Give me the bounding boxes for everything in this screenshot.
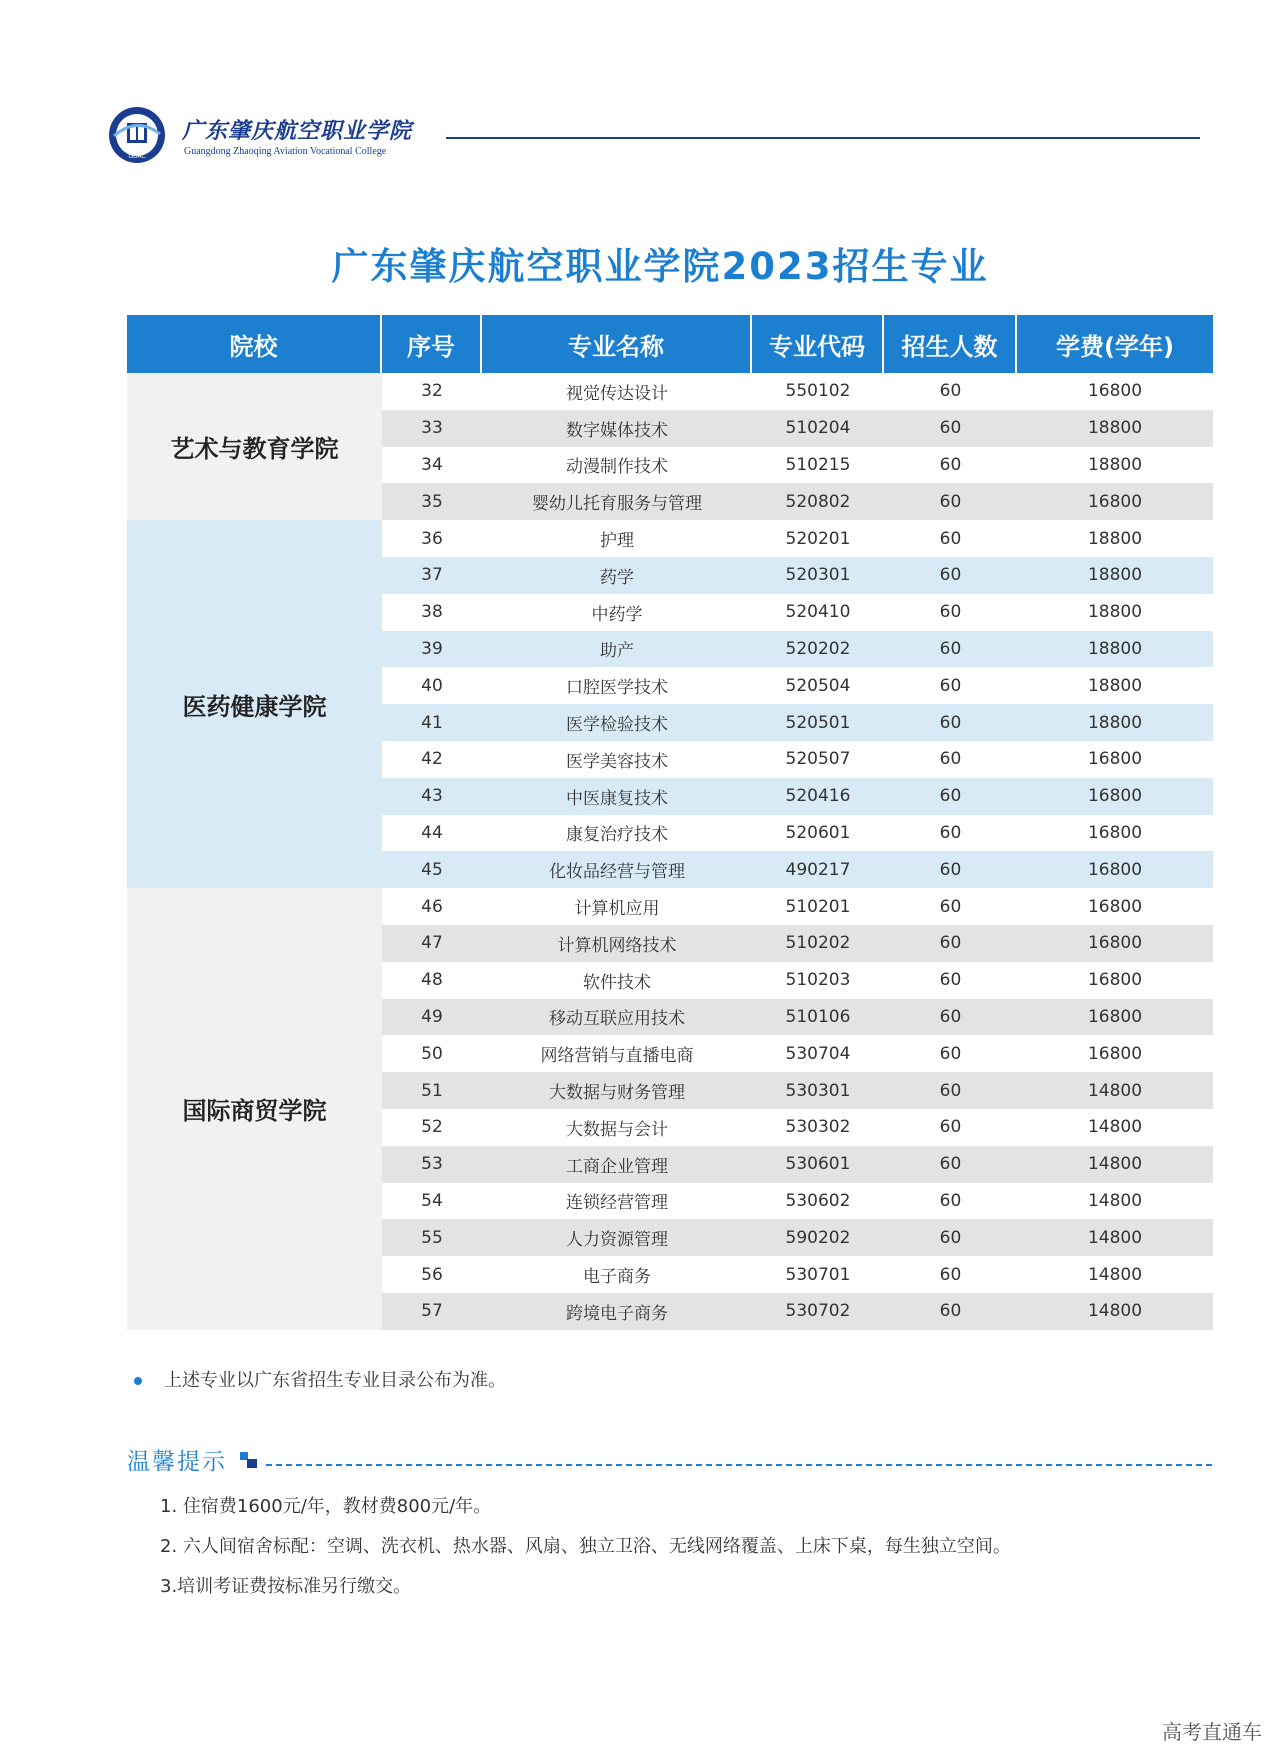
school-group [127, 373, 1213, 520]
row-major-code: 520504 [785, 675, 851, 696]
table-row [382, 667, 1213, 704]
row-major-code: 520501 [785, 712, 851, 733]
row-enrollment: 60 [939, 675, 962, 696]
row-tuition: 16800 [1087, 786, 1143, 807]
college-logo-icon [108, 106, 166, 164]
table-row [382, 373, 1213, 410]
header-enrollment: 招生人数 [884, 315, 1017, 373]
row-enrollment: 60 [939, 454, 962, 475]
row-seq: 53 [421, 1154, 443, 1175]
row-enrollment: 60 [939, 418, 962, 439]
row-enrollment: 60 [939, 712, 962, 733]
watermark: 高考直通车 [1162, 1720, 1262, 1744]
header-tuition: 学费(学年) [1056, 332, 1174, 361]
brand-name-en: Guangdong Zhaoqing Aviation Vocational College [184, 146, 387, 157]
table-row [382, 1219, 1213, 1256]
row-tuition: 14800 [1087, 1080, 1143, 1101]
row-major-code: 510203 [785, 970, 851, 991]
row-seq: 51 [421, 1080, 443, 1101]
row-major-name: 软件技术 [583, 972, 651, 993]
row-major-name: 计算机应用 [574, 899, 660, 920]
row-enrollment: 60 [939, 491, 962, 512]
logo-text: GDAC [128, 153, 146, 160]
table-row [382, 1293, 1213, 1330]
row-major-name: 计算机网络技术 [557, 935, 677, 956]
row-tuition: 16800 [1087, 381, 1143, 402]
row-seq: 55 [421, 1227, 443, 1248]
row-enrollment: 60 [939, 565, 962, 586]
row-seq: 46 [421, 896, 443, 917]
row-tuition: 16800 [1087, 822, 1143, 843]
row-tuition: 14800 [1087, 1117, 1143, 1138]
row-major-code: 520202 [785, 638, 851, 659]
note [134, 1366, 506, 1392]
row-major-name: 数字媒体技术 [566, 420, 668, 441]
row-tuition: 14800 [1087, 1227, 1143, 1248]
row-enrollment: 60 [939, 822, 962, 843]
row-major-name: 医学美容技术 [566, 751, 668, 772]
table-row [382, 631, 1213, 668]
row-major-code: 490217 [785, 859, 851, 880]
row-enrollment: 60 [939, 1117, 962, 1138]
table-row [382, 520, 1213, 557]
school-name: 医药健康学院 [127, 520, 382, 888]
tip-item: 2. 六人间宿舍标配：空调、洗衣机、热水器、风扇、独立卫浴、无线网络覆盖、上床下桌，每生独立空间。 [160, 1536, 1011, 1557]
row-enrollment: 60 [939, 970, 962, 991]
table-row [382, 447, 1213, 484]
table-row [382, 815, 1213, 852]
row-major-code: 510215 [785, 454, 851, 475]
row-seq: 41 [421, 712, 443, 733]
row-enrollment: 60 [939, 1264, 962, 1285]
row-major-name: 动漫制作技术 [566, 457, 668, 478]
table-row [382, 888, 1213, 925]
row-tuition: 18800 [1087, 675, 1143, 696]
row-seq: 54 [421, 1190, 443, 1211]
row-enrollment: 60 [939, 1080, 962, 1101]
row-major-code: 510106 [785, 1006, 851, 1027]
row-major-name: 药学 [600, 567, 634, 588]
row-tuition: 14800 [1087, 1154, 1143, 1175]
row-enrollment: 60 [939, 1190, 962, 1211]
row-major-code: 510201 [785, 896, 851, 917]
row-enrollment: 60 [939, 896, 962, 917]
row-tuition: 18800 [1087, 602, 1143, 623]
row-major-code: 520416 [785, 786, 851, 807]
tips-dashed-divider [266, 1464, 1212, 1466]
tip-item: 1. 住宿费1600元/年，教材费800元/年。 [160, 1496, 492, 1517]
table-row [382, 1035, 1213, 1072]
row-tuition: 18800 [1087, 528, 1143, 549]
row-major-code: 530601 [785, 1154, 851, 1175]
row-tuition: 18800 [1087, 565, 1143, 586]
row-major-name: 电子商务 [583, 1267, 651, 1288]
row-tuition: 14800 [1087, 1264, 1143, 1285]
row-major-code: 530301 [785, 1080, 851, 1101]
table-row [382, 483, 1213, 520]
header-school: 院校 [127, 315, 382, 373]
row-major-name: 人力资源管理 [566, 1230, 668, 1251]
row-tuition: 14800 [1087, 1190, 1143, 1211]
row-seq: 43 [421, 786, 443, 807]
table-row [382, 1109, 1213, 1146]
table-row [382, 704, 1213, 741]
row-enrollment: 60 [939, 1301, 962, 1322]
table-row [382, 741, 1213, 778]
row-major-code: 520507 [785, 749, 851, 770]
row-major-code: 520410 [785, 602, 851, 623]
header-major-code: 专业代码 [752, 315, 884, 373]
table-row [382, 1183, 1213, 1220]
row-seq: 49 [421, 1006, 443, 1027]
row-major-name: 中药学 [591, 604, 643, 625]
school-group [127, 520, 1213, 888]
row-major-name: 中医康复技术 [566, 788, 668, 809]
header-seq: 序号 [382, 315, 482, 373]
header-major-name: 专业名称 [482, 315, 752, 373]
row-major-name: 医学检验技术 [566, 715, 668, 736]
row-seq: 38 [421, 602, 443, 623]
header-divider [446, 137, 1200, 139]
row-seq: 32 [421, 381, 443, 402]
table-row [382, 999, 1213, 1036]
tips-square-icon [240, 1452, 258, 1468]
row-tuition: 16800 [1087, 896, 1143, 917]
row-major-name: 工商企业管理 [566, 1156, 668, 1177]
tips-heading: 温馨提示 [127, 1449, 227, 1475]
table-row [382, 1256, 1213, 1293]
row-seq: 34 [421, 454, 443, 475]
row-enrollment: 60 [939, 933, 962, 954]
row-major-code: 520201 [785, 528, 851, 549]
row-seq: 47 [421, 933, 443, 954]
row-tuition: 18800 [1087, 454, 1143, 475]
row-major-name: 护理 [600, 531, 634, 552]
row-major-name: 视觉传达设计 [566, 383, 668, 404]
brand-name-cn: 广东肇庆航空职业学院 [182, 118, 413, 144]
row-enrollment: 60 [939, 859, 962, 880]
row-major-name: 网络营销与直播电商 [540, 1046, 694, 1067]
row-tuition: 18800 [1087, 712, 1143, 733]
row-major-code: 520802 [785, 491, 851, 512]
majors-table [127, 315, 1213, 1330]
school-name: 国际商贸学院 [127, 888, 382, 1330]
row-major-name: 口腔医学技术 [566, 678, 668, 699]
table-header [127, 315, 1213, 373]
row-major-code: 530701 [785, 1264, 851, 1285]
table-row [382, 851, 1213, 888]
row-tuition: 18800 [1087, 638, 1143, 659]
row-seq: 33 [421, 418, 443, 439]
table-row [382, 410, 1213, 447]
row-major-name: 大数据与会计 [566, 1119, 668, 1140]
row-major-name: 连锁经营管理 [566, 1193, 668, 1214]
row-major-code: 530702 [785, 1301, 851, 1322]
row-major-code: 510202 [785, 933, 851, 954]
row-enrollment: 60 [939, 638, 962, 659]
table-row [382, 1146, 1213, 1183]
row-major-name: 康复治疗技术 [566, 825, 668, 846]
row-tuition: 16800 [1087, 933, 1143, 954]
row-major-code: 530302 [785, 1117, 851, 1138]
row-tuition: 14800 [1087, 1301, 1143, 1322]
row-seq: 45 [421, 859, 443, 880]
row-seq: 50 [421, 1043, 443, 1064]
tip-item: 3.培训考证费按标准另行缴交。 [160, 1576, 412, 1597]
row-seq: 35 [421, 491, 443, 512]
school-group [127, 888, 1213, 1330]
row-tuition: 16800 [1087, 970, 1143, 991]
row-seq: 48 [421, 970, 443, 991]
row-enrollment: 60 [939, 381, 962, 402]
table-row [382, 962, 1213, 999]
row-major-code: 530704 [785, 1043, 851, 1064]
row-tuition: 16800 [1087, 749, 1143, 770]
table-row [382, 925, 1213, 962]
row-enrollment: 60 [939, 1227, 962, 1248]
table-row [382, 594, 1213, 631]
row-enrollment: 60 [939, 1154, 962, 1175]
table-row [382, 1072, 1213, 1109]
row-tuition: 16800 [1087, 1006, 1143, 1027]
row-enrollment: 60 [939, 749, 962, 770]
row-major-name: 移动互联应用技术 [549, 1009, 685, 1030]
school-name: 艺术与教育学院 [127, 373, 382, 520]
row-major-code: 530602 [785, 1190, 851, 1211]
row-seq: 39 [421, 638, 443, 659]
row-major-code: 550102 [785, 381, 851, 402]
row-seq: 44 [421, 822, 443, 843]
bullet-icon [134, 1377, 142, 1385]
row-tuition: 16800 [1087, 859, 1143, 880]
table-body [127, 373, 1213, 1330]
row-enrollment: 60 [939, 786, 962, 807]
row-tuition: 18800 [1087, 418, 1143, 439]
row-major-name: 助产 [600, 641, 634, 662]
row-major-code: 510204 [785, 418, 851, 439]
row-tuition: 16800 [1087, 491, 1143, 512]
row-seq: 36 [421, 528, 443, 549]
row-enrollment: 60 [939, 602, 962, 623]
row-seq: 52 [421, 1117, 443, 1138]
table-row [382, 557, 1213, 594]
row-tuition: 16800 [1087, 1043, 1143, 1064]
row-seq: 40 [421, 675, 443, 696]
row-major-name: 跨境电子商务 [566, 1303, 668, 1324]
row-enrollment: 60 [939, 1043, 962, 1064]
row-enrollment: 60 [939, 1006, 962, 1027]
table-row [382, 778, 1213, 815]
row-seq: 37 [421, 565, 443, 586]
page-title: 广东肇庆航空职业学院2023招生专业 [331, 245, 989, 288]
row-major-name: 婴幼儿托育服务与管理 [532, 494, 702, 515]
row-enrollment: 60 [939, 528, 962, 549]
row-major-name: 化妆品经营与管理 [549, 862, 685, 883]
row-major-code: 520301 [785, 565, 851, 586]
row-seq: 57 [421, 1301, 443, 1322]
row-major-code: 520601 [785, 822, 851, 843]
row-major-name: 大数据与财务管理 [549, 1083, 685, 1104]
row-seq: 42 [421, 749, 443, 770]
row-major-code: 590202 [785, 1227, 851, 1248]
note-text: 上述专业以广东省招生专业目录公布为准。 [164, 1370, 506, 1391]
row-seq: 56 [421, 1264, 443, 1285]
